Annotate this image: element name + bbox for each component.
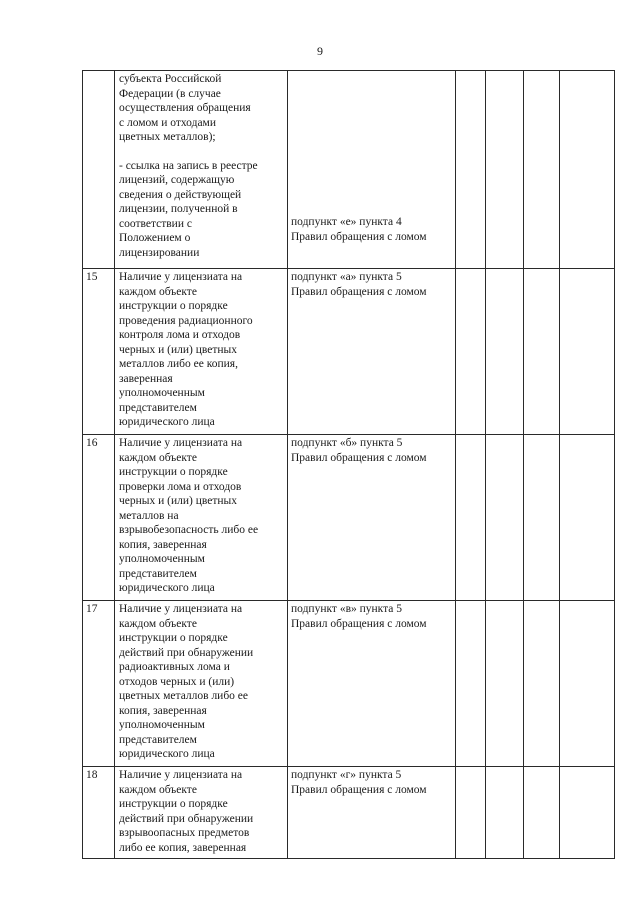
requirement-line: взрывобезопасность либо ее — [119, 524, 259, 536]
requirement-line: Наличие у лицензиата на — [119, 437, 243, 449]
requirement-line: каждом объекте — [119, 783, 197, 796]
requirement-line: Наличие у лицензиата на — [119, 603, 243, 615]
requirement-line: заверенная — [119, 372, 173, 385]
requirement-cell — [115, 269, 288, 435]
requirement-line: Положением о — [119, 232, 191, 244]
empty-mark-cell — [524, 435, 560, 601]
reference-line: Правил обращения с ломом — [291, 285, 427, 298]
table-row — [83, 435, 615, 601]
requirement-line: юридического лица — [119, 416, 215, 428]
requirement-line: инструкции о порядке — [119, 798, 228, 810]
row-number: 16 — [83, 435, 115, 601]
page-number: 9 — [317, 44, 323, 58]
requirement-line: субъекта Российской — [119, 73, 222, 85]
requirement-line: черных и (или) цветных — [119, 495, 238, 507]
requirement-line: каждом объекте — [119, 285, 197, 298]
requirement-line: проведения радиационного — [119, 314, 253, 327]
row-number — [83, 71, 115, 269]
requirement-line: юридического лица — [119, 748, 215, 760]
requirement-line: металлов либо ее копия, — [119, 358, 238, 370]
empty-mark-cell — [524, 601, 560, 767]
requirement-line: каждом объекте — [119, 617, 197, 630]
legal-reference-cell — [288, 435, 456, 601]
requirement-cell — [115, 767, 288, 859]
empty-mark-cell — [456, 601, 486, 767]
requirement-cell — [115, 601, 288, 767]
empty-mark-cell — [486, 269, 524, 435]
empty-mark-cell — [456, 269, 486, 435]
requirement-line: контроля лома и отходов — [119, 329, 241, 341]
row-number: 15 — [83, 269, 115, 435]
requirement-line: уполномоченным — [119, 553, 205, 565]
requirement-line: инструкции о порядке — [119, 300, 228, 312]
empty-mark-cell — [560, 435, 615, 601]
requirement-line: с ломом и отходами — [119, 116, 216, 129]
requirement-line: представителем — [119, 567, 197, 580]
requirement-line: Федерации (в случае — [119, 87, 221, 100]
requirement-line: осуществления обращения — [119, 102, 251, 114]
requirement-line: представителем — [119, 733, 197, 746]
requirement-line: соответствии с — [119, 217, 192, 230]
row-number: 17 — [83, 601, 115, 767]
requirement-line: цветных металлов); — [119, 131, 216, 143]
legal-reference-cell — [288, 767, 456, 859]
reference-line: подпункт «б» пункта 5 — [291, 437, 403, 449]
reference-line: Правил обращения с ломом — [291, 230, 427, 243]
requirement-line: Наличие у лицензиата на — [119, 271, 243, 283]
requirement-line: уполномоченным — [119, 387, 205, 399]
requirement-line: цветных металлов либо ее — [119, 690, 249, 702]
reference-line: Правил обращения с ломом — [291, 617, 427, 630]
reference-line: подпункт «а» пункта 5 — [291, 271, 402, 283]
table-row — [83, 269, 615, 435]
empty-mark-cell — [486, 767, 524, 859]
requirement-line: лицензировании — [119, 246, 200, 259]
empty-mark-cell — [524, 269, 560, 435]
empty-mark-cell — [486, 71, 524, 269]
reference-line: Правил обращения с ломом — [291, 451, 427, 464]
requirement-line: черных и (или) цветных — [119, 343, 238, 356]
table-row — [83, 767, 615, 859]
requirement-line: либо ее копия, заверенная — [119, 841, 247, 854]
requirement-line: инструкции о порядке — [119, 466, 228, 478]
requirement-line: - ссылка на запись в реестре — [119, 159, 258, 172]
table-row — [83, 71, 615, 269]
requirements-table — [82, 70, 615, 859]
requirement-cell — [115, 435, 288, 601]
requirement-line: представителем — [119, 401, 197, 414]
reference-line: подпункт «г» пункта 5 — [291, 769, 402, 781]
row-number: 18 — [83, 767, 115, 859]
table-row — [83, 601, 615, 767]
empty-mark-cell — [486, 601, 524, 767]
empty-mark-cell — [456, 767, 486, 859]
requirement-line: проверки лома и отходов — [119, 480, 242, 493]
requirement-line: инструкции о порядке — [119, 632, 228, 644]
empty-mark-cell — [456, 71, 486, 269]
requirement-line: лицензии, полученной в — [119, 203, 238, 215]
requirement-line: копия, заверенная — [119, 704, 207, 717]
requirement-line: юридического лица — [119, 582, 215, 594]
requirement-cell — [115, 71, 288, 269]
empty-mark-cell — [486, 435, 524, 601]
requirement-line: уполномоченным — [119, 719, 205, 731]
empty-mark-cell — [560, 269, 615, 435]
requirement-line: каждом объекте — [119, 451, 197, 464]
reference-line: подпункт «е» пункта 4 — [291, 216, 402, 228]
empty-mark-cell — [456, 435, 486, 601]
empty-mark-cell — [560, 601, 615, 767]
requirement-line: действий при обнаружении — [119, 646, 254, 659]
empty-mark-cell — [560, 71, 615, 269]
requirement-line: радиоактивных лома и — [119, 661, 230, 673]
requirement-line: металлов на — [119, 509, 179, 522]
reference-line: подпункт «в» пункта 5 — [291, 603, 403, 615]
requirement-line: действий при обнаружении — [119, 812, 254, 825]
requirement-line: взрывоопасных предметов — [119, 827, 250, 839]
requirement-line: сведения о действующей — [119, 188, 242, 201]
requirement-line: копия, заверенная — [119, 538, 207, 551]
legal-reference-cell — [288, 269, 456, 435]
requirement-line: отходов черных и (или) — [119, 675, 235, 688]
empty-mark-cell — [524, 71, 560, 269]
requirement-line — [119, 145, 284, 159]
requirement-line: лицензий, содержащую — [119, 174, 235, 186]
legal-reference-cell — [288, 71, 456, 269]
empty-mark-cell — [524, 767, 560, 859]
legal-reference-cell — [288, 601, 456, 767]
reference-line: Правил обращения с ломом — [291, 783, 427, 796]
requirement-line: Наличие у лицензиата на — [119, 769, 243, 781]
empty-mark-cell — [560, 767, 615, 859]
